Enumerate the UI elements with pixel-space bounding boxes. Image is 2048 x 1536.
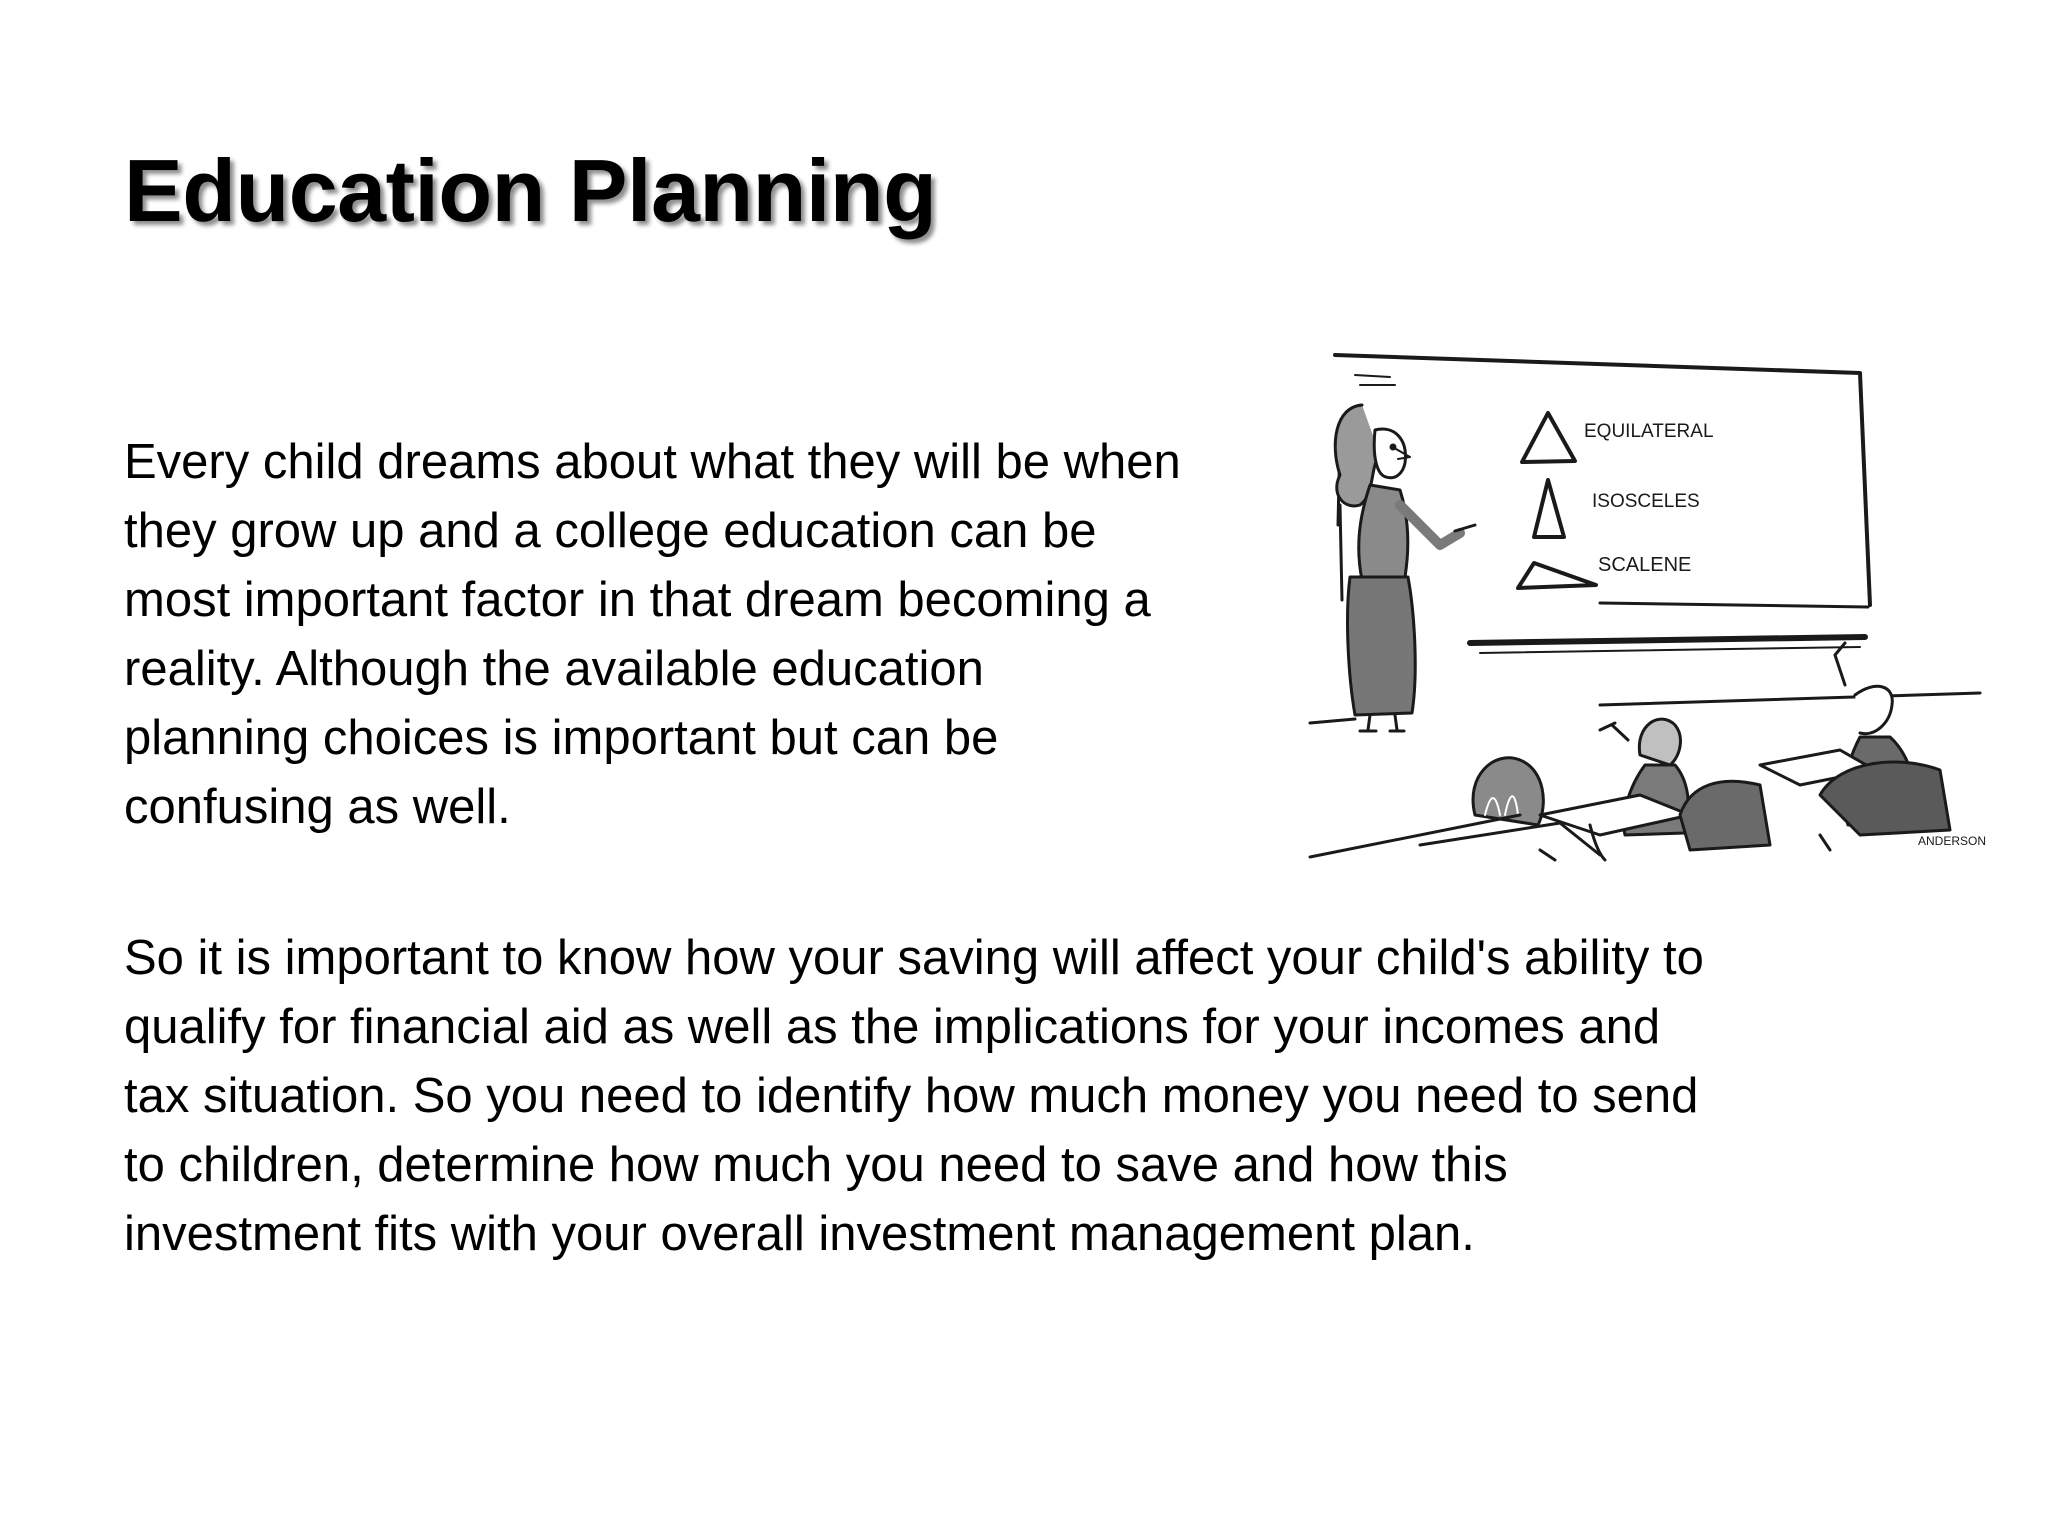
triangle-isosceles xyxy=(1534,480,1564,537)
body-paragraph xyxy=(124,924,1704,1269)
body-line: investment fits with your overall investment management plan. xyxy=(124,1207,1475,1261)
classroom-cartoon-image xyxy=(1300,345,2010,885)
intro-line: most important factor in that dream becoming a xyxy=(124,573,1151,627)
triangle-equilateral xyxy=(1522,413,1575,462)
label-isosceles: ISOSCELES xyxy=(1592,491,1700,512)
body-line: to children, determine how much you need to save and how this xyxy=(124,1138,1508,1192)
body-line: So it is important to know how your saving will affect your child's ability to xyxy=(124,931,1704,985)
artist-signature: ANDERSON xyxy=(1918,834,1987,848)
label-scalene: SCALENE xyxy=(1598,554,1692,576)
body-line: tax situation. So you need to identify how much money you need to send xyxy=(124,1069,1699,1123)
intro-paragraph xyxy=(124,428,1181,842)
label-equilateral: EQUILATERAL xyxy=(1584,421,1714,442)
slide-title: Education Planning xyxy=(124,141,937,240)
intro-line: confusing as well. xyxy=(124,780,511,834)
body-line: qualify for financial aid as well as the implications for your incomes and xyxy=(124,1000,1661,1054)
intro-line: they grow up and a college education can be xyxy=(124,504,1097,558)
intro-line: Every child dreams about what they will be when xyxy=(124,435,1181,489)
desks xyxy=(1310,750,1950,860)
teacher-figure xyxy=(1310,405,1475,731)
triangle-scalene xyxy=(1518,563,1596,588)
intro-line: planning choices is important but can be xyxy=(124,711,999,765)
intro-line: reality. Although the available education xyxy=(124,642,984,696)
